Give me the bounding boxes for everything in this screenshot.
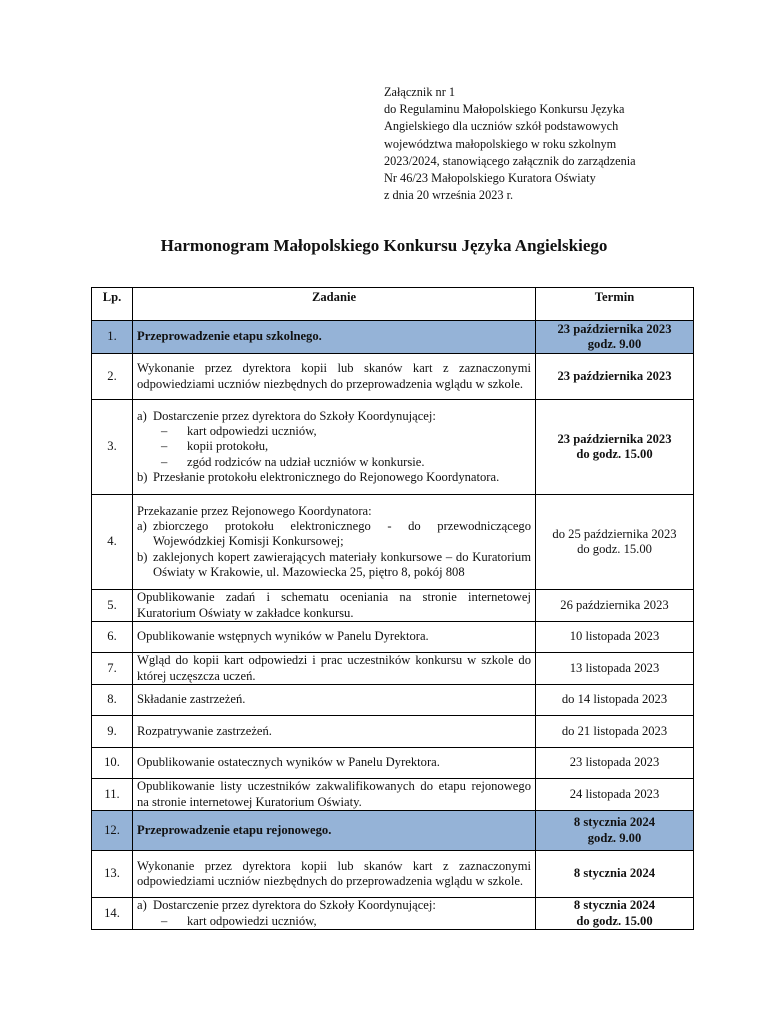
list-text: Dostarczenie przez dyrektora do Szkoły Koordynującej: xyxy=(153,898,436,913)
list-item xyxy=(137,455,531,470)
table-row xyxy=(92,779,694,811)
row-number: 3. xyxy=(92,400,133,495)
dash-marker: – xyxy=(161,439,168,454)
annex-line: do Regulaminu Małopolskiego Konkursu Języka xyxy=(384,102,625,117)
table-row xyxy=(92,851,694,898)
row-number: 12. xyxy=(92,811,133,851)
table-row xyxy=(92,716,694,748)
row-task: Opublikowanie listy uczestników zakwalifikowanych do etapu rejonowego na stronie internetowej Kuratorium Oświaty. xyxy=(133,779,536,811)
row-task: Przeprowadzenie etapu rejonowego. xyxy=(133,811,536,851)
list-text: kart odpowiedzi uczniów, xyxy=(187,424,317,439)
term-date: 24 listopada 2023 xyxy=(569,786,660,801)
row-task: Opublikowanie zadań i schematu oceniania na stronie internetowej Kuratorium Oświaty w zakładce konkursu. xyxy=(133,590,536,622)
term-date: 8 stycznia 2024 xyxy=(573,815,656,830)
annex-line: Załącznik nr 1 xyxy=(384,85,456,99)
annex-line: Nr 46/23 Małopolskiego Kuratora Oświaty xyxy=(384,171,596,186)
table-row xyxy=(92,898,694,930)
annex-line: 2023/2024, stanowiącego załącznik do zarządzenia xyxy=(384,153,636,168)
row-number: 9. xyxy=(92,716,133,748)
list-marker: a) xyxy=(137,898,147,913)
list-text: zaklejonych kopert zawierających materiały konkursowe – do Kuratorium Oświaty w Krakowie, ul. Mazowiecka 25, piętro 8, pokój 808 xyxy=(153,549,531,579)
row-task: Wykonanie przez dyrektora kopii lub skanów kart z zaznaczonymi odpowiedziami uczniów niezbędnych do przeprowadzenia wglądu w szkole. xyxy=(133,354,536,400)
list-item xyxy=(137,409,531,424)
term-date: 23 października 2023 xyxy=(557,321,672,336)
row-term xyxy=(536,716,694,748)
list-text: zgód rodziców na udział uczniów w konkursie. xyxy=(187,454,425,469)
row-term xyxy=(536,495,694,590)
row-number: 5. xyxy=(92,590,133,622)
term-time: godz. 9.00 xyxy=(587,830,642,845)
term-date: do 14 listopada 2023 xyxy=(561,692,668,707)
row-task: Rozpatrywanie zastrzeżeń. xyxy=(133,716,536,748)
list-text: kopii protokołu, xyxy=(187,439,269,454)
row-number: 13. xyxy=(92,851,133,898)
list-text: Przesłanie protokołu elektronicznego do Rejonowego Koordynatora. xyxy=(153,469,500,484)
row-number: 6. xyxy=(92,622,133,653)
row-task xyxy=(133,400,536,495)
row-number: 1. xyxy=(92,321,133,354)
row-term xyxy=(536,779,694,811)
table-row xyxy=(92,811,694,851)
header-term: Termin xyxy=(536,288,694,321)
term-date: 10 listopada 2023 xyxy=(569,629,660,644)
dash-marker: – xyxy=(161,424,168,439)
term-date: do 21 listopada 2023 xyxy=(561,723,668,738)
table-row xyxy=(92,590,694,622)
row-number: 7. xyxy=(92,653,133,685)
list-text: kart odpowiedzi uczniów, xyxy=(187,913,317,928)
list-marker: b) xyxy=(137,549,148,564)
annex-line: z dnia 20 września 2023 r. xyxy=(384,188,514,203)
row-term xyxy=(536,590,694,622)
annex-line: Angielskiego dla uczniów szkół podstawowych xyxy=(384,119,619,134)
dash-marker: – xyxy=(161,913,168,928)
term-date: 8 stycznia 2024 xyxy=(573,866,656,881)
row-term xyxy=(536,851,694,898)
annex-note xyxy=(384,84,684,204)
header-lp: Lp. xyxy=(92,288,133,321)
table-row xyxy=(92,685,694,716)
list-marker: a) xyxy=(137,408,147,423)
row-number: 10. xyxy=(92,748,133,779)
list-item xyxy=(137,470,531,485)
table-row xyxy=(92,400,694,495)
row-number: 4. xyxy=(92,495,133,590)
row-term xyxy=(536,898,694,930)
row-term xyxy=(536,622,694,653)
list-marker: b) xyxy=(137,469,148,484)
term-time: godz. 9.00 xyxy=(587,337,642,351)
table-header-row xyxy=(92,288,694,321)
row-task: Opublikowanie ostatecznych wyników w Panelu Dyrektora. xyxy=(133,748,536,779)
list-item xyxy=(137,898,531,913)
row-term xyxy=(536,321,694,354)
term-time: do godz. 15.00 xyxy=(576,913,653,928)
row-task: Przeprowadzenie etapu szkolnego. xyxy=(133,321,536,354)
term-date: 23 października 2023 xyxy=(557,368,672,383)
table-row xyxy=(92,321,694,354)
term-time: do godz. 15.00 xyxy=(577,542,652,556)
row-number: 14. xyxy=(92,898,133,930)
list-text: zbiorczego protokołu elektronicznego - do przewodniczącego Wojewódzkiej Komisji Konkursowej; xyxy=(153,519,531,549)
list-item xyxy=(137,550,531,580)
list-item xyxy=(137,519,531,549)
table-row xyxy=(92,354,694,400)
term-date: 26 października 2023 xyxy=(560,597,669,612)
table-row xyxy=(92,748,694,779)
table-row xyxy=(92,622,694,653)
row-task: Wgląd do kopii kart odpowiedzi i prac uczestników konkursu w szkole do której uczęszcza uczeń. xyxy=(133,653,536,685)
row-term xyxy=(536,400,694,495)
term-date: 23 października 2023 xyxy=(557,431,672,446)
row-task: Składanie zastrzeżeń. xyxy=(133,685,536,716)
list-text: Dostarczenie przez dyrektora do Szkoły Koordynującej: xyxy=(153,408,436,423)
row-task xyxy=(133,898,536,930)
row-task: Opublikowanie wstępnych wyników w Panelu Dyrektora. xyxy=(133,622,536,653)
row-term xyxy=(536,653,694,685)
list-item xyxy=(137,424,531,439)
term-date: 13 listopada 2023 xyxy=(569,660,660,675)
annex-line: województwa małopolskiego w roku szkolnym xyxy=(384,136,617,151)
term-date: do 25 października 2023 xyxy=(552,526,677,541)
schedule-table xyxy=(91,287,694,930)
table-row xyxy=(92,495,694,590)
term-time: do godz. 15.00 xyxy=(576,447,653,461)
list-marker: a) xyxy=(137,519,147,534)
row-term xyxy=(536,811,694,851)
list-item xyxy=(137,439,531,454)
row-task: Wykonanie przez dyrektora kopii lub skanów kart z zaznaczonymi odpowiedziami uczniów niezbędnych do przeprowadzenia wglądu w szkole. xyxy=(133,851,536,898)
term-date: 23 listopada 2023 xyxy=(569,755,660,770)
dash-marker: – xyxy=(161,454,168,469)
row-number: 2. xyxy=(92,354,133,400)
row-task xyxy=(133,495,536,590)
document-title: Harmonogram Małopolskiego Konkursu Języka Angielskiego xyxy=(160,236,608,255)
header-task: Zadanie xyxy=(133,288,536,321)
row-term xyxy=(536,685,694,716)
row-number: 8. xyxy=(92,685,133,716)
row-term xyxy=(536,354,694,400)
term-date: 8 stycznia 2024 xyxy=(573,898,656,913)
row-term xyxy=(536,748,694,779)
list-item xyxy=(137,914,531,929)
table-row xyxy=(92,653,694,685)
list-intro: Przekazanie przez Rejonowego Koordynatora: xyxy=(137,503,372,518)
row-number: 11. xyxy=(92,779,133,811)
